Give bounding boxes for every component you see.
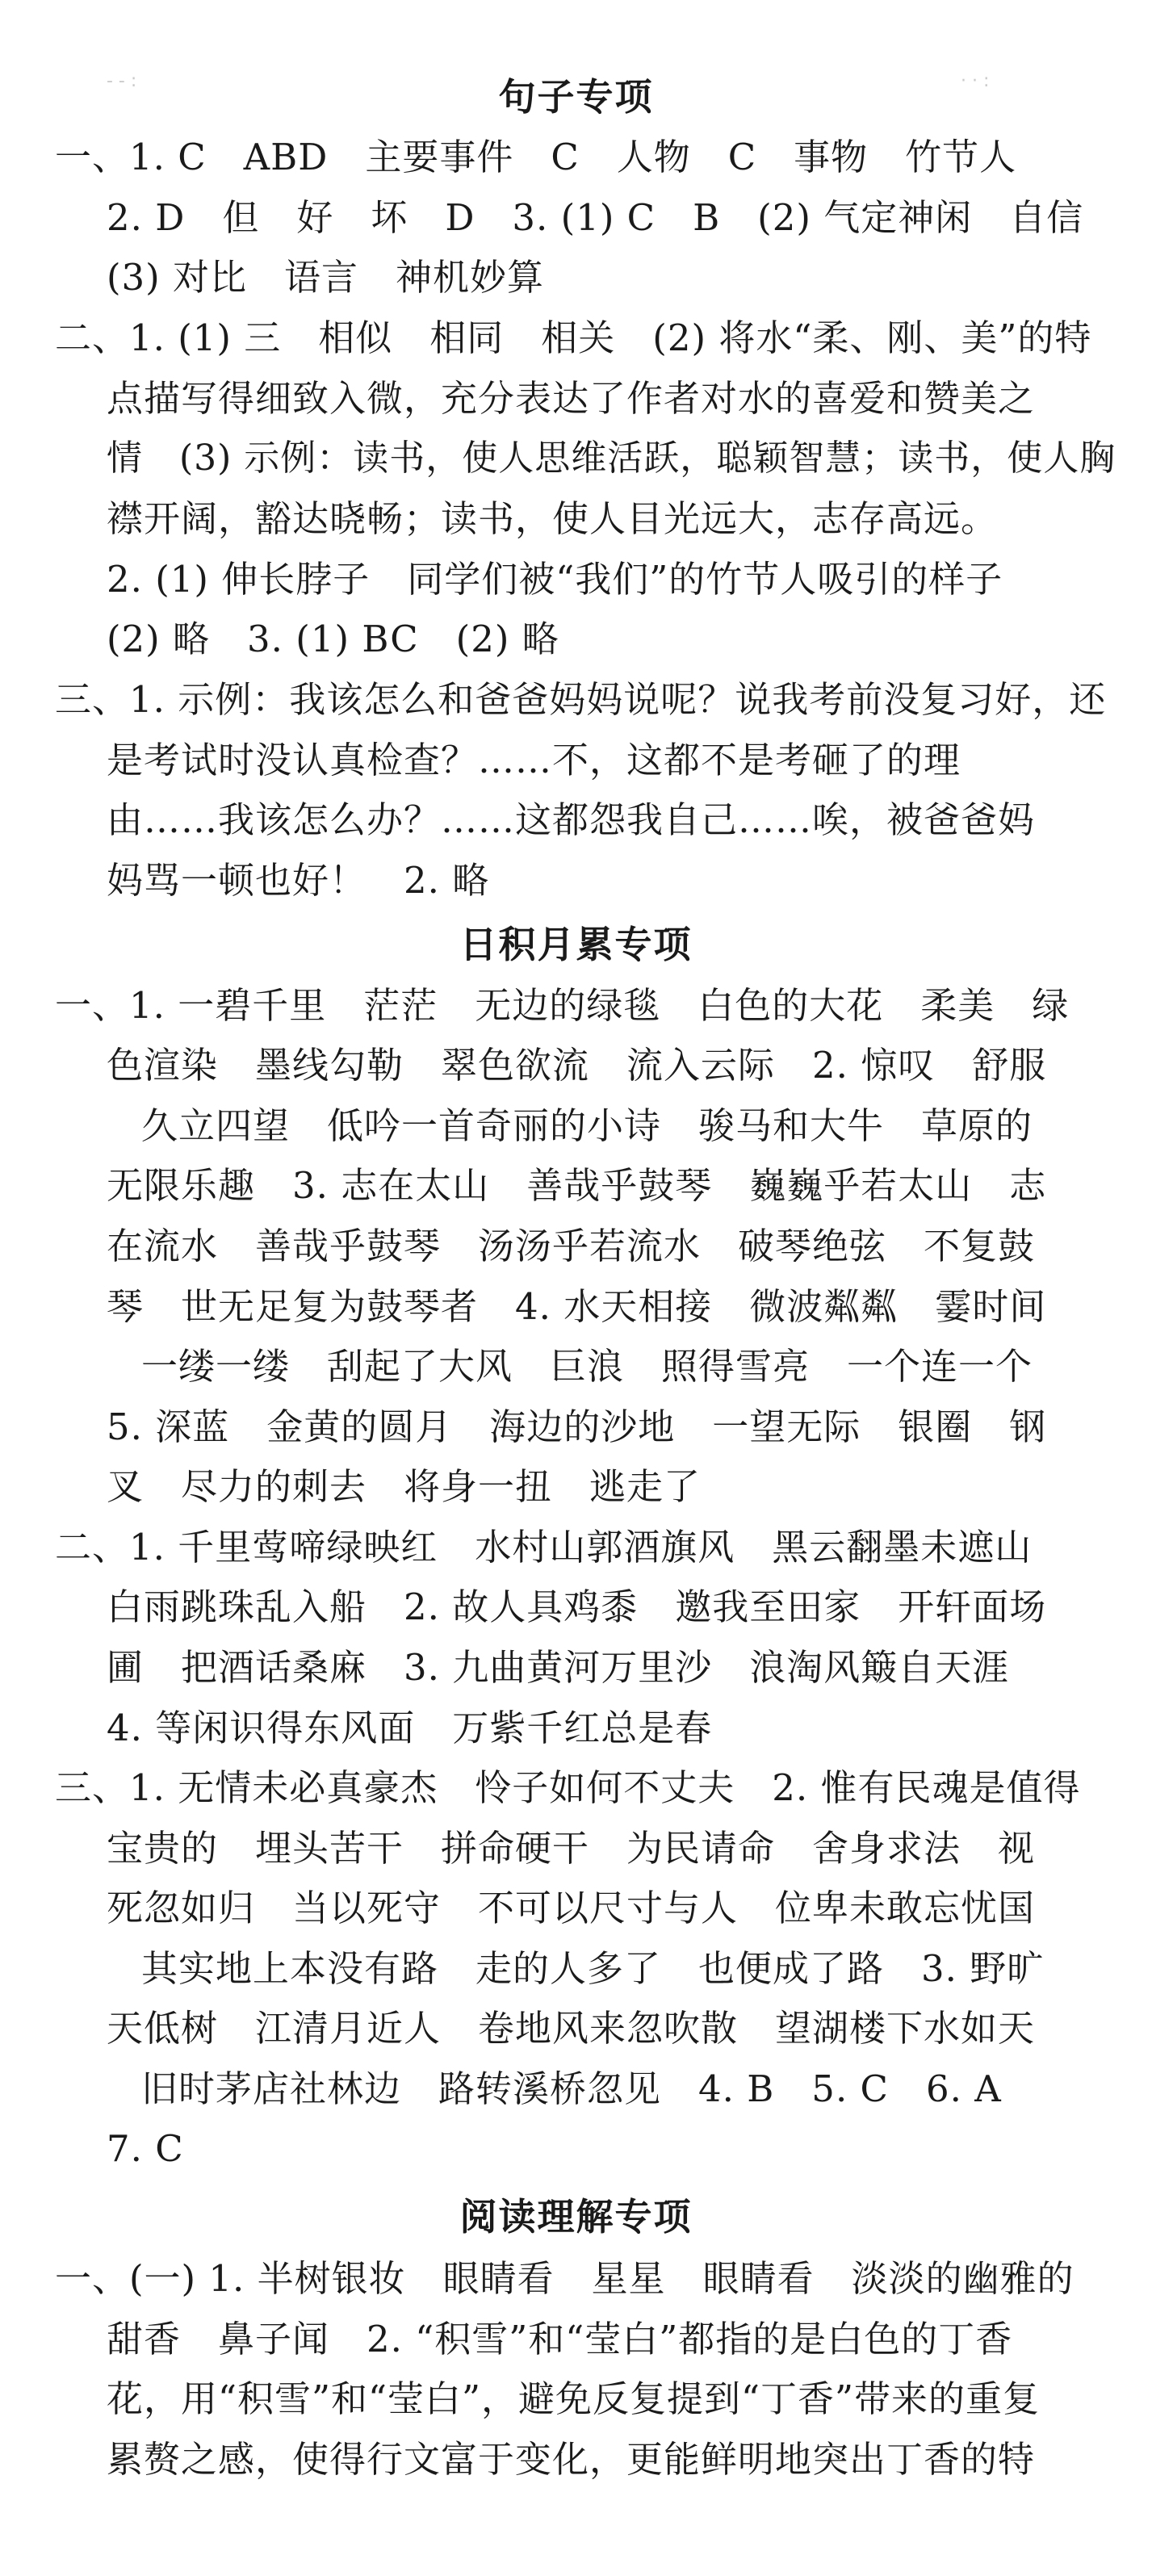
answer-line: 4. 等闲识得东风面 万紫千红总是春	[107, 1707, 713, 1749]
answer-line: 是考试时没认真检查？……不，这都不是考砸了的理	[107, 739, 961, 781]
answer-line: 二、1. (1) 三 相似 相同 相关 (2) 将水“柔、刚、美”的特	[55, 316, 1092, 359]
answer-line: 叉 尽力的刺去 将身一扭 逃走了	[107, 1465, 702, 1508]
answer-line: 宝贵的 埋头苦干 拼命硬干 为民请命 舍身求法 视	[107, 1827, 1036, 1870]
answer-line: 旧时茅店社林边 路转溪桥忽见 4. B 5. C 6. A	[141, 2067, 1002, 2110]
faint-header-mark-right: · · :	[961, 71, 990, 91]
answer-line: 一缕一缕 刮起了大风 巨浪 照得雪亮 一个连一个	[141, 1345, 1033, 1388]
answer-line: (3) 对比 语言 神机妙算	[107, 256, 545, 299]
answer-line: 圃 把酒话桑麻 3. 九曲黄河万里沙 浪淘风簸自天涯	[107, 1646, 1010, 1689]
answer-line: 琴 世无足复为鼓琴者 4. 水天相接 微波粼粼 霎时间	[107, 1285, 1047, 1328]
answer-line: 无限乐趣 3. 志在太山 善哉乎鼓琴 巍巍乎若太山 志	[107, 1164, 1047, 1207]
section-title-accumulation: 日积月累专项	[459, 923, 693, 966]
answer-line: 死忽如归 当以死守 不可以尺寸与人 位卑未敢忘忧国	[107, 1887, 1036, 1929]
answer-line: 其实地上本没有路 走的人多了 也便成了路 3. 野旷	[141, 1947, 1045, 1990]
answer-line: 情 (3) 示例：读书，使人思维活跃，聪颖智慧；读书，使人胸	[107, 438, 1116, 479]
answer-line: 三、1. 示例：我该怎么和爸爸妈妈说呢？说我考前没复习好，还	[55, 678, 1107, 721]
answer-line: 妈骂一顿也好！ 2. 略	[107, 859, 490, 902]
section-title-reading: 阅读理解专项	[459, 2195, 693, 2239]
section-title-sentence: 句子专项	[498, 75, 654, 119]
answer-line: 一、1. 一碧千里 茫茫 无边的绿毯 白色的大花 柔美 绿	[55, 984, 1070, 1027]
answer-line: 累赘之感，使得行文富于变化，更能鲜明地突出丁香的特	[107, 2438, 1036, 2481]
answer-line: 久立四望 低吟一首奇丽的小诗 骏马和大牛 草原的	[141, 1104, 1033, 1147]
answer-line: 在流水 善哉乎鼓琴 汤汤乎若流水 破琴绝弦 不复鼓	[107, 1225, 1036, 1267]
answer-line: 襟开阔，豁达晓畅；读书，使人目光远大，志存高远。	[107, 497, 999, 540]
answer-line: 一、1. C ABD 主要事件 C 人物 C 事物 竹节人	[55, 136, 1017, 178]
answer-line: 三、1. 无情未必真豪杰 怜子如何不丈夫 2. 惟有民魂是值得	[55, 1766, 1081, 1809]
answer-line: 二、1. 千里莺啼绿映红 水村山郭酒旗风 黑云翻墨未遮山	[55, 1526, 1033, 1569]
answer-line: 点描写得细致入微，充分表达了作者对水的喜爱和赞美之	[107, 377, 1036, 420]
answer-line: (2) 略 3. (1) BC (2) 略	[107, 618, 559, 660]
answer-line: 天低树 江清月近人 卷地风来忽吹散 望湖楼下水如天	[107, 2007, 1036, 2050]
answer-line: 7. C	[107, 2127, 184, 2170]
answer-line: 2. (1) 伸长脖子 同学们被“我们”的竹节人吸引的样子	[107, 558, 1003, 601]
answer-line: 色渲染 墨线勾勒 翠色欲流 流入云际 2. 惊叹 舒服	[107, 1044, 1047, 1087]
faint-header-mark-left: - - :	[107, 71, 137, 91]
answer-line: 5. 深蓝 金黄的圆月 海边的沙地 一望无际 银圈 钢	[107, 1405, 1047, 1448]
answer-line: 2. D 但 好 坏 D 3. (1) C B (2) 气定神闲 自信	[107, 196, 1084, 239]
answer-line: 白雨跳珠乱入船 2. 故人具鸡黍 邀我至田家 开轩面场	[107, 1585, 1047, 1628]
answer-line: 一、(一) 1. 半树银妆 眼睛看 星星 眼睛看 淡淡的幽雅的	[55, 2257, 1075, 2300]
answer-line: 甜香 鼻子闻 2. “积雪”和“莹白”都指的是白色的丁香	[107, 2318, 1013, 2360]
answer-line: 花，用“积雪”和“莹白”，避免反复提到“丁香”带来的重复	[107, 2377, 1041, 2420]
answer-line: 由……我该怎么办？……这都怨我自己……唉，被爸爸妈	[107, 798, 1036, 841]
